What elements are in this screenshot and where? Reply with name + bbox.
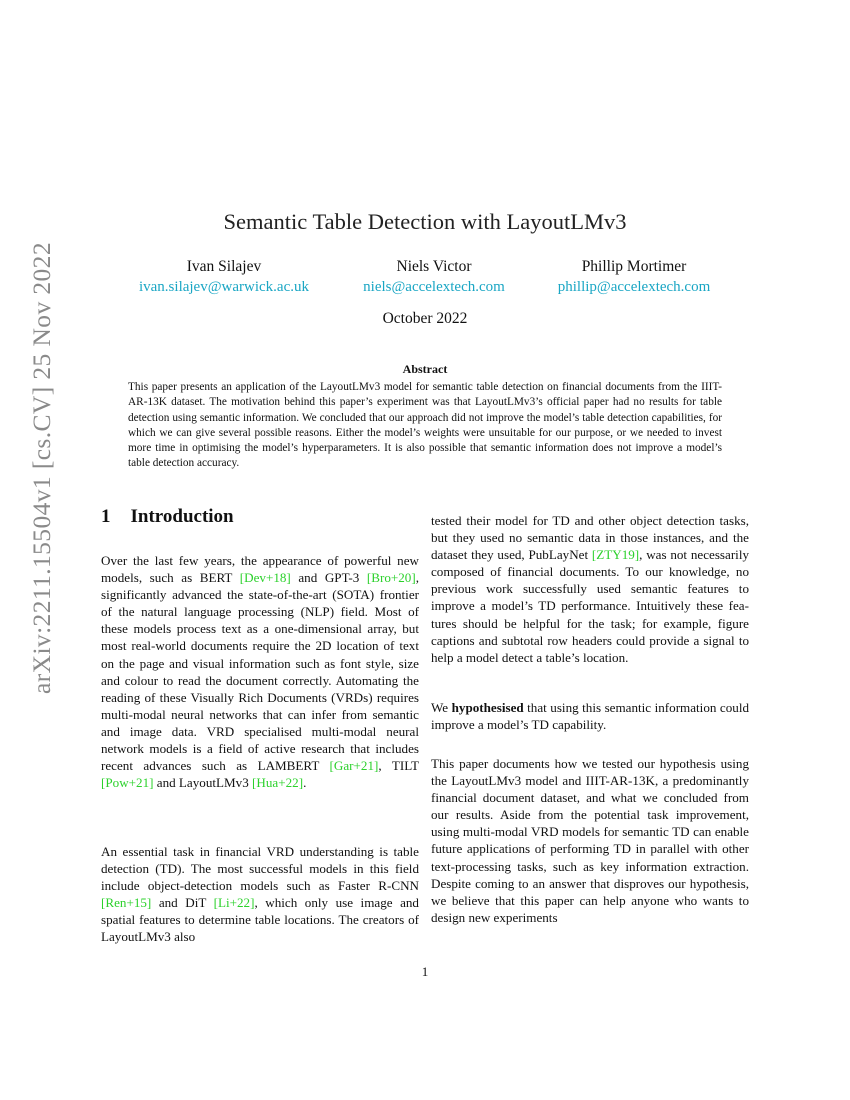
hypothesis-paragraph xyxy=(431,699,749,733)
citation-link[interactable]: [Hua+22] xyxy=(252,775,304,791)
page-number: 1 xyxy=(421,964,429,979)
paragraph-text: and LayoutLMv3 xyxy=(153,775,253,791)
paragraph-text: . xyxy=(303,775,307,791)
section-heading xyxy=(101,506,234,528)
paper-title: Semantic Table Detection with LayoutLMv3 xyxy=(223,209,627,234)
paragraph-text: and GPT-3 xyxy=(290,570,367,586)
abstract-text: This paper presents an application of the LayoutLMv3 model for semantic table detection on financial documents from the IIIT-AR-13K dataset. The motivation behind this paper’s experiment was that LayoutLMv3’s official paper had no results for table detection using semantic information. We concluded that our approach did not improve the model’s table detection capabilities, for which we can give several possible reasons. Either the model’s weights were unsuitable for our purpose, or we needed to invest more time in optimising the model’s hyperparameters. It is also possible that semantic information does not improve a model’s table detection accuracy. xyxy=(128,381,722,470)
paragraph-text: , TILT xyxy=(378,758,419,774)
paragraph-text: Over the last few years, the appearance of powerful new models, such as BERT xyxy=(101,553,419,586)
author-name: Niels Victor xyxy=(396,258,472,275)
author-email-link[interactable]: niels@accelextech.com xyxy=(363,279,505,295)
section-title: Introduction xyxy=(130,506,234,527)
intro-paragraph-3 xyxy=(431,512,749,666)
author-name: Ivan Silajev xyxy=(186,258,262,275)
paragraph-text: We xyxy=(431,700,452,715)
emphasis-hypothesised: hypothesised xyxy=(451,700,524,715)
citation-link[interactable]: [Bro+20] xyxy=(366,570,416,586)
citation-link[interactable]: [Pow+21] xyxy=(101,775,154,791)
citation-link[interactable]: [Gar+21] xyxy=(329,758,379,774)
intro-paragraph-2 xyxy=(101,843,419,946)
citation-link[interactable]: [ZTY19] xyxy=(591,547,640,563)
citation-link[interactable]: [Dev+18] xyxy=(239,570,291,586)
author-email-link[interactable]: phillip@accelextech.com xyxy=(557,279,711,295)
arxiv-identifier: arXiv:2211.15504v1 [cs.CV] 25 Nov 2022 xyxy=(27,242,56,694)
section-number: 1 xyxy=(101,506,111,527)
paragraph-text: An essential task in financial VRD understanding is table detection (TD). The most successful models in this field include object-detection models such as Faster R-CNN xyxy=(101,844,419,894)
author-email-link[interactable]: ivan.silajev@warwick.ac.uk xyxy=(138,279,309,295)
citation-link[interactable]: [Li+22] xyxy=(213,895,255,911)
paragraph-text: tested their model for TD and other object detection tasks, but they used no semantic data in those instances, and the dataset they used, PubLayNet xyxy=(431,513,749,563)
paragraph-text: , which only use image and spatial features to determine table locations. The creators of LayoutLMv3 also xyxy=(101,895,419,945)
paragraph-text: , significantly advanced the state-of-the-art (SOTA) frontier of the natural language processing (NLP) field. Most of these models process text as a one-dimensional array, but most real-world documents require the 2D location of text on the page and visual information such as font style, size and colour to read the document correctly. Automating the reading of these Visually Rich Documents (VRDs) requires multi-modal neural networks that can infer from semantic and image data. VRD specialised multi-modal neural network models is a field of active research that includes recent advances such as LAMBERT xyxy=(101,570,419,774)
paper-date: October 2022 xyxy=(382,310,468,327)
intro-paragraph-5: This paper documents how we tested our hypothesis using the LayoutLMv3 model and IIIT-AR-13K, a predominantly financial document dataset, and what we concluded from our results. Aside from the potential task improvement, using multi-modal VRD models for semantic TD can enable future applications of performing TD in parallel with other text-processing tasks, such as key information extraction. Despite coming to an answer that disproves our hypothesis, we believe that this paper can help anyone who wants to design new experiments xyxy=(431,756,749,925)
intro-paragraph-1 xyxy=(101,552,419,791)
author-block xyxy=(514,257,754,297)
paragraph-text: , was not necessarily composed of financial documents. To our knowledge, no previous work successfully used semantic features to improve a model’s TD performance. Intuitively these features should be helpful for the task; for example, figure captions and subtotal row headers could provide a signal to help a model detect a table’s location. xyxy=(431,547,750,665)
paragraph-text: that using this semantic information could improve a model’s TD capability. xyxy=(431,700,749,733)
author-block xyxy=(104,257,344,297)
paragraph-text: and DiT xyxy=(151,895,214,911)
author-name: Phillip Mortimer xyxy=(581,258,687,275)
abstract-heading: Abstract xyxy=(402,362,448,376)
citation-link[interactable]: [Ren+15] xyxy=(101,895,152,911)
